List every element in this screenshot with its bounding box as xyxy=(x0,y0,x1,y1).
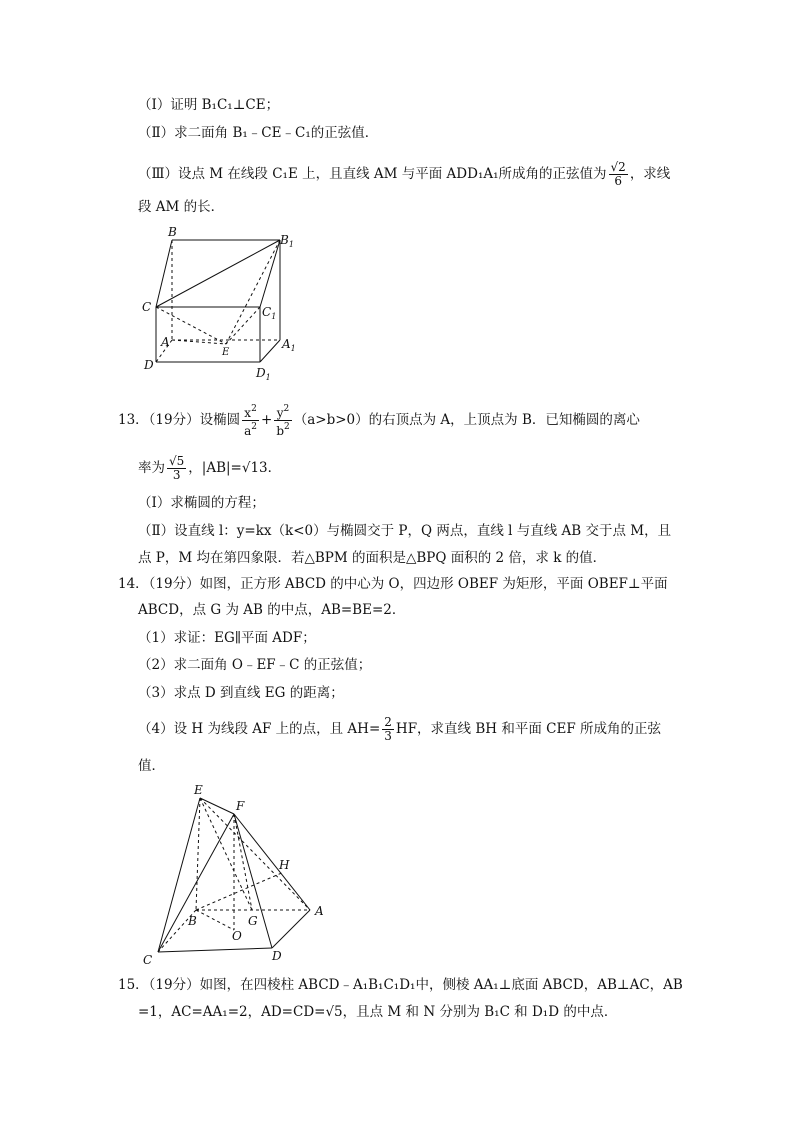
edge-CB1 xyxy=(156,240,280,307)
sin-value-num: √2 xyxy=(610,160,626,174)
label-B: B xyxy=(168,225,177,239)
ratio-fraction: $\frac{2}{3}$ xyxy=(384,715,392,743)
eccentricity-fraction: $\frac{√5}{3}$ xyxy=(169,454,185,482)
edge-CD xyxy=(158,948,272,952)
label-C: C xyxy=(142,300,152,314)
p13-line1: 13．（19分）设椭圆 $\frac{x^2}{a^2}$ + $\frac{y^2}{b^2}$ （a>b>0）的右顶点为 A，上顶点为 B．已知椭圆的离心 xyxy=(118,404,640,438)
label-E: E xyxy=(194,783,203,797)
p12-part3-text: （Ⅲ）设点 M 在线段 C₁E 上，且直线 AM 与平面 ADD₁A₁所成角的正弦值为 xyxy=(138,166,607,182)
edge-DA xyxy=(272,910,310,948)
p12-part2: （Ⅱ）求二面角 B₁﹣CE﹣C₁的正弦值． xyxy=(138,125,379,141)
hidden-BO xyxy=(196,910,234,930)
p12-part3-cont: 段 AM 的长． xyxy=(138,199,225,215)
p13-number: 13．（19分）设椭圆 xyxy=(118,412,241,428)
p15-line1: 15．（19分）如图，在四棱柱 ABCD﹣A₁B₁C₁D₁中，侧棱 AA₁⊥底面 ABCD，AB⊥AC，AB xyxy=(118,977,683,993)
edge-FC xyxy=(158,814,234,952)
hidden-EG xyxy=(200,798,252,910)
p13-part1: （Ⅰ）求椭圆的方程； xyxy=(138,495,265,511)
p15-line2: =1，AC=AA₁=2，AD=CD=√5，且点 M 和 N 分别为 B₁C 和 D₁D 的中点． xyxy=(138,1004,618,1020)
label-A: A xyxy=(315,904,324,918)
p14-q2: （2）求二面角 O﹣EF﹣C 的正弦值； xyxy=(138,657,372,673)
p12-part3-tail: ，求线 xyxy=(629,166,671,182)
label-A: A xyxy=(161,335,170,349)
hidden-AE xyxy=(172,340,226,344)
hidden-B1E xyxy=(226,240,280,344)
p13-condition: （a>b>0）的右顶点为 A，上顶点为 B．已知椭圆的离心 xyxy=(293,412,640,428)
p13-part2-cont: 点 P，M 均在第四象限．若△BPM 的面积是△BPQ 面积的 2 倍，求 k 的值． xyxy=(138,550,607,566)
p13-part2: （Ⅱ）设直线 l：y=kx（k<0）与椭圆交于 P，Q 两点，直线 l 与直线 AB 交于点 M，且 xyxy=(138,523,672,539)
p14-line1: 14．（19分）如图，正方形 ABCD 的中心为 O，四边形 OBEF 为矩形，平面 OBEF⊥平面 xyxy=(118,576,668,592)
prism-figure xyxy=(138,222,308,382)
edge-D1A1 xyxy=(260,340,280,362)
label-C1: $C_1$ xyxy=(262,305,277,321)
p13-ecc-label: 率为 xyxy=(138,460,165,476)
label-C: C xyxy=(143,953,153,967)
edge-FA xyxy=(234,814,310,910)
p14-q1: （1）求证：EG∥平面 ADF； xyxy=(138,630,316,646)
p14-q4-tail: HF，求直线 BH 和平面 CEF 所成角的正弦 xyxy=(395,721,661,737)
label-O: O xyxy=(232,929,242,943)
sin-value-fraction xyxy=(609,161,628,188)
label-B1: $B_1$ xyxy=(280,233,294,249)
p14-q4-cont: 值． xyxy=(138,758,165,774)
p13-ab-length: ，|AB|=√13． xyxy=(188,460,282,476)
hidden-BH xyxy=(196,872,284,910)
p14-q4 xyxy=(138,716,661,743)
label-B: B xyxy=(188,914,197,928)
label-D: D xyxy=(144,358,154,372)
p12-part1: （Ⅰ）证明 B₁C₁⊥CE； xyxy=(138,97,280,113)
p12-part3-line xyxy=(138,161,670,188)
label-E: E xyxy=(222,347,230,358)
ellipse-y-term: $\frac{y^2}{b^2}$ xyxy=(276,404,290,438)
label-A1: $A_1$ xyxy=(282,337,296,353)
label-F: F xyxy=(236,799,245,813)
hidden-C1E xyxy=(226,307,260,344)
ellipse-x-term: $\frac{x^2}{a^2}$ xyxy=(244,404,257,438)
edge-EF xyxy=(200,798,234,814)
hidden-FG xyxy=(234,814,252,910)
p13-line2 xyxy=(138,455,281,482)
hidden-EB xyxy=(196,798,200,910)
sin-value-den: 6 xyxy=(614,174,622,188)
edge-BC xyxy=(156,240,172,307)
p14-q3: （3）求点 D 到直线 EG 的距离； xyxy=(138,685,344,701)
label-D: D xyxy=(272,949,282,963)
p14-q4-text: （4）设 H 为线段 AF 上的点，且 AH= xyxy=(138,721,381,737)
hidden-EA xyxy=(200,798,310,910)
p14-line2: ABCD，点 G 为 AB 的中点，AB=BE=2． xyxy=(138,602,406,618)
label-H: H xyxy=(279,858,290,872)
label-D1: $D_1$ xyxy=(256,366,271,382)
label-G: G xyxy=(248,914,258,928)
pyramid-figure xyxy=(138,780,338,970)
